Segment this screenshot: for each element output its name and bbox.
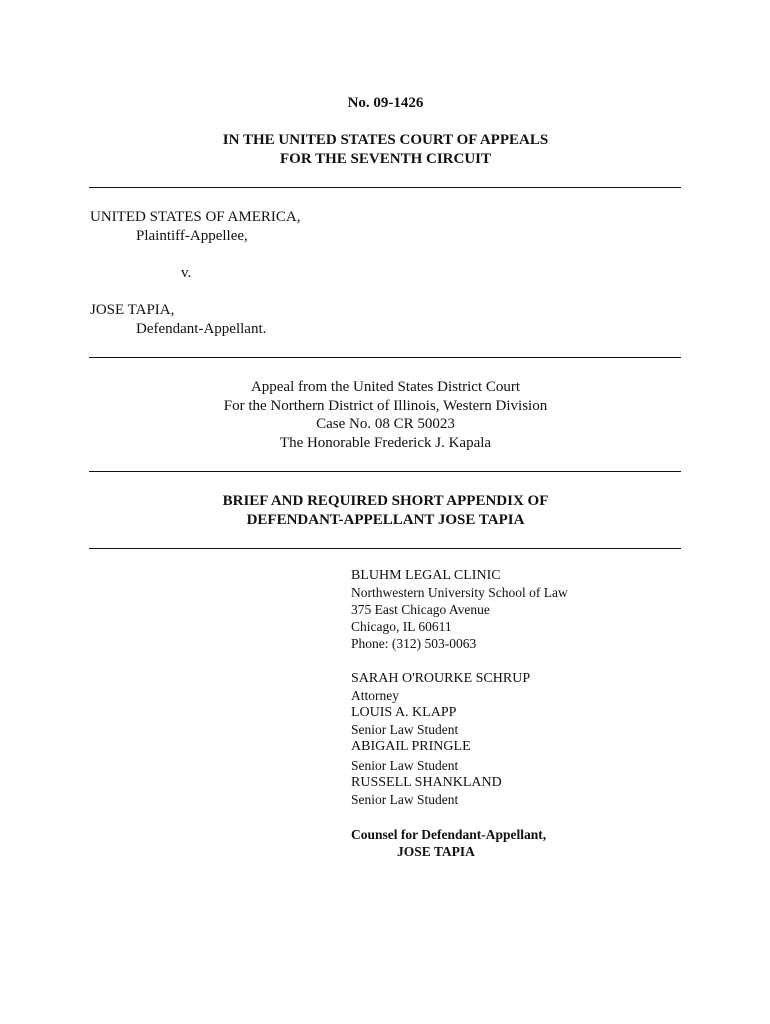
defendant-name: JOSE TAPIA, xyxy=(90,302,175,318)
defendant-role: Defendant-Appellant. xyxy=(136,321,267,337)
counsel-name: RUSSELL SHANKLAND xyxy=(351,775,502,790)
clinic-phone: Phone: (312) 503-0063 xyxy=(351,636,477,651)
counsel-title: Senior Law Student xyxy=(351,792,459,807)
divider-2 xyxy=(89,357,681,358)
divider-4 xyxy=(89,548,681,549)
clinic-city: Chicago, IL 60611 xyxy=(351,619,452,634)
counsel-for-line-1: Counsel for Defendant-Appellant, xyxy=(351,827,547,842)
appeal-judge: The Honorable Frederick J. Kapala xyxy=(279,435,492,451)
court-name-line-1: IN THE UNITED STATES COURT OF APPEALS xyxy=(222,132,549,148)
clinic-name: BLUHM LEGAL CLINIC xyxy=(351,568,501,583)
case-number: No. 09-1426 xyxy=(347,95,424,111)
counsel-title: Senior Law Student xyxy=(351,722,459,737)
counsel-name: ABIGAIL PRINGLE xyxy=(351,739,471,754)
plaintiff-name: UNITED STATES OF AMERICA, xyxy=(90,209,301,225)
plaintiff-role: Plaintiff-Appellee, xyxy=(136,228,248,244)
counsel-title: Senior Law Student xyxy=(351,758,459,773)
divider-3 xyxy=(89,471,681,472)
brief-title-line-2: DEFENDANT-APPELLANT JOSE TAPIA xyxy=(246,512,525,528)
counsel-name: SARAH O'ROURKE SCHRUP xyxy=(351,671,531,686)
counsel-title: Attorney xyxy=(351,688,399,703)
counsel-name: LOUIS A. KLAPP xyxy=(351,705,457,720)
court-name-line-2: FOR THE SEVENTH CIRCUIT xyxy=(279,151,492,167)
appeal-line-1: Appeal from the United States District Court xyxy=(250,379,521,395)
appeal-line-2: For the Northern District of Illinois, Western Division xyxy=(223,398,548,414)
versus: v. xyxy=(181,265,192,281)
divider-1 xyxy=(89,187,681,188)
appeal-case-number: Case No. 08 CR 50023 xyxy=(316,416,455,432)
clinic-school: Northwestern University School of Law xyxy=(351,585,568,600)
counsel-for-line-2: JOSE TAPIA xyxy=(397,844,475,859)
brief-title-line-1: BRIEF AND REQUIRED SHORT APPENDIX OF xyxy=(222,493,549,509)
clinic-street: 375 East Chicago Avenue xyxy=(351,602,490,617)
